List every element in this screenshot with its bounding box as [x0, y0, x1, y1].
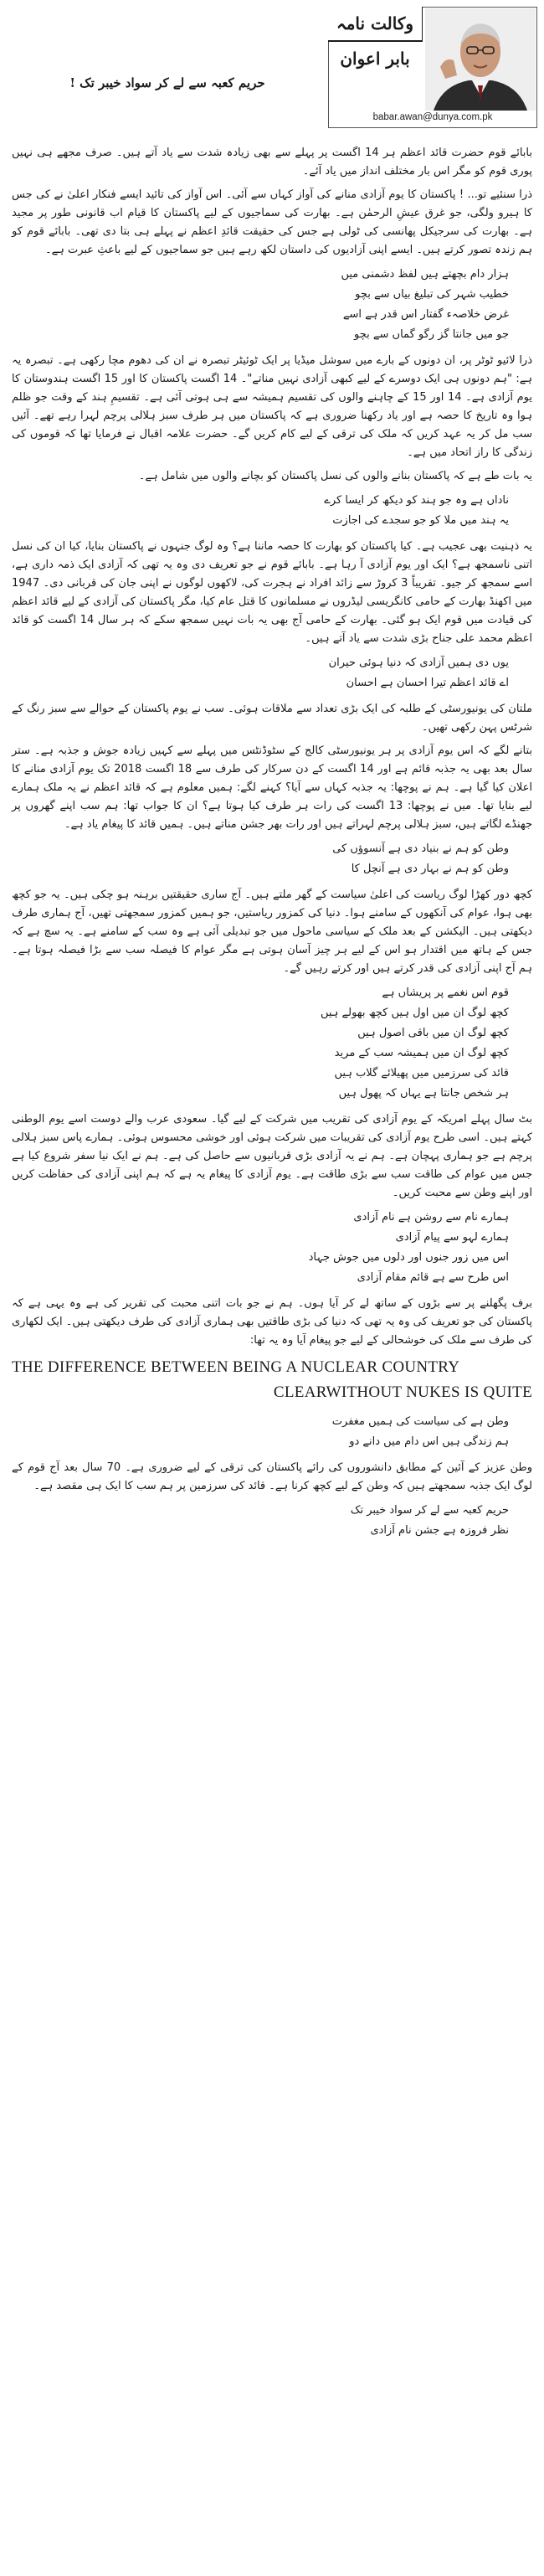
- paragraph: کچھ دور کھڑا لوگ ریاست کی اعلیٰ سیاست کے گھر ملتے ہیں۔ آج ساری حقیقتیں برہنہ ہو چکی ہیں۔ یہ جو کچھ بھی ہوا، عوام کی آنکھوں کے سامنے ہوا۔ دنیا کی کمزور ریاستیں، جو ہمیں کمزور سمجھتی تھیں، آج ہماری طرف دیکھتی ہیں۔ الیکشن کے بعد ملک کے سیاسی ماحول میں جو تبدیلی آئی ہے وہ سب کے سامنے ہے۔ یہ سچ ہے کہ جس کے ہاتھ میں اقتدار ہو اس کے لیے ہر چیز آسان ہوتی ہے مگر عوام کا فیصلہ سب سے بڑا فیصلہ ہوتا ہے۔ ہم آج اپنی آزادی کی قدر کرتے ہیں اور کرتے رہیں گے۔: [12, 889, 532, 975]
- verse-line: وطن ہے کی سیاست کی ہمیں مغفرت: [331, 1415, 509, 1428]
- verse-line: کچھ لوگ ان میں اول ہیں کچھ بھولے ہیں: [320, 1007, 509, 1019]
- verse-line: اس طرح سے ہے قائم مقام آزادی: [357, 1271, 509, 1284]
- verse-line: خطیب شہر کی تبلیغ بیاں سے بچو: [355, 288, 509, 301]
- author-email: babar.awan@dunya.com.pk: [372, 112, 493, 122]
- paragraph: یہ ذہنیت بھی عجیب ہے۔ کیا پاکستان کو بھارت کا حصہ ماننا ہے؟ وہ لوگ جنہوں نے پاکستان بنایا، کیا ان کی نسل اتنی ناسمجھ ہے؟ ایک اور یوم آزادی آ رہا ہے۔ بابائے قوم نے جو تعریف دی وہ یہ تھی کہ آزادی ایک ذمہ داری ہے، اسے سمجھ کر جیو۔ تقریباً 3 کروڑ سے زائد افراد نے ہجرت کی، لاکھوں لوگوں نے اپنی جان کی قربانی دی۔ 1947 میں اکھنڈ بھارت کے حامی کانگریسی لیڈروں نے مسلمانوں کا قتل عام کیا، مگر پاکستان کی آزادی کے لیے قائد اعظم کی قیادت میں قوم ایک ہو گئی۔ بھارت کے حامی آج بھی یہ بات نہیں سمجھ سکے کہ ہر سال 14 اگست کو قائد اعظم محمد علی جناح بڑی شدت سے یاد آتے ہیں۔: [12, 540, 532, 645]
- paragraph: یہ بات طے ہے کہ پاکستان بنانے والوں کی نسل پاکستان کو بچانے والوں میں شامل ہے۔: [138, 470, 532, 482]
- verse-line: کچھ لوگ ان میں ہمیشہ سب کے مرید: [334, 1047, 509, 1059]
- verse-block: [12, 1412, 532, 1452]
- verse-line: ناداں ہے وہ جو ہند کو دیکھ کر ایسا کرے: [324, 494, 509, 507]
- verse-line: یہ ہند میں ملا کو جو سجدے کی اجازت: [332, 514, 509, 527]
- verse-line: ہزار دام بچھتے ہیں لفظ دشمنی میں: [341, 268, 509, 281]
- article-body: [12, 144, 532, 1548]
- verse-block: [12, 491, 532, 531]
- headline: حریم کعبہ سے لے کر سواد خیبر تک !: [69, 75, 265, 90]
- english-line: CLEARWITHOUT NUKES IS QUITE: [273, 1383, 532, 1401]
- verse-line: قائد کی سرزمیں میں پھیلائے گلاب ہیں: [334, 1067, 509, 1079]
- english-line: THE DIFFERENCE BETWEEN BEING A NUCLEAR COUNTRY: [12, 1358, 460, 1376]
- verse-line: اس میں زور جنوں اور دلوں میں جوش جہاد: [308, 1251, 509, 1264]
- verse-block: [12, 983, 532, 1104]
- verse-line: جو میں جانتا گز رگو گماں سے بچو: [354, 328, 509, 341]
- verse-line: ہمارے لہو سے پیام آزادی: [395, 1231, 509, 1244]
- verse-block: [12, 839, 532, 879]
- verse-line: ہم زندگی ہیں اس دام میں دانے دو: [349, 1435, 509, 1448]
- verse-line: یوں دی ہمیں آزادی کہ دنیا ہوئی حیران: [328, 657, 509, 669]
- paragraph: برف پگھلنے پر سے بڑوں کے ساتھ لے کر آیا ہوں۔ ہم نے جو بات اتنی محبت کی تقریر کی ہے وہ یہی ہے کہ پاکستان کی جو تعریف کی وہ یہ تھی کہ دنیا کی بڑی طاقتیں بھی ہماری آزادی کی طرف دیکھتی ہیں۔ ایک لکھاری کی طرف سے ملک کی خوشحالی کے لیے جو پیغام آیا وہ یہ تھا:: [12, 1297, 532, 1347]
- author-name: بابر اعوان: [340, 49, 410, 69]
- paragraph: ملتان کی یونیورسٹی کے طلبہ کی ایک بڑی تعداد سے ملاقات ہوئی۔ سب نے یوم پاکستان کے حوالے سے سبز رنگ کے شرٹس پہن رکھی تھیں۔: [12, 703, 532, 734]
- verse-line: ہمارے نام سے روشن ہے نام آزادی: [353, 1211, 509, 1224]
- author-portrait-icon: [425, 8, 536, 111]
- masthead: [0, 0, 544, 151]
- verse-line: قوم اس نغمے پر پریشاں ہے: [382, 987, 509, 999]
- verse-block: [12, 653, 532, 693]
- verse-line: غرض خلاصہء گفتار اس قدر ہے اسے: [342, 308, 509, 321]
- paragraph: ذرا سنئیے تو... ! پاکستان کا یوم آزادی منانے کی آواز کہاں سے آئی۔ اس آواز کی تائید ایسے فنکار اعلیٰ نے کی جس کا ہیرو ولگی، جو غرق عیشِ الرحمٰن ہے۔ بھارت کی سماجیوں کے لیے پاکستان کا قیام اب قانونی طور پر مجید ہے۔ بھارت کی سرجیکل پھانسی کی ٹولی ہے جس کی حقیقت قائدِ اعظم نے پہلے ہی بتا دی تھی۔ بابائے قوم کو ہم زندہ تصور کرتے ہیں۔ ایسے اپنی آزادیوں کی داستان لکھ رہے ہیں جو سماجیوں کے لیے باعثِ عبرت ہے۔: [12, 188, 532, 256]
- verse-line: وطن کو ہم نے بنیاد دی ہے آنسوؤں کی: [332, 842, 509, 855]
- paragraph: ذرا لائیو ٹوٹر پر، ان دونوں کے بارے میں سوشل میڈیا پر ایک ٹوئیٹر تبصرہ نے ان کی دھوم مچا رکھی ہے۔ تبصرہ یہ ہے: "ہم دونوں ہی ایک دوسرے کے لیے کبھی آزادی نہیں مناتے"۔ 14 اگست پاکستان کا اور 15 اگست ہندوستان کا یوم آزادی ہے۔ 14 اور 15 کے چاہنے والوں کی تقسیم ہمیشہ سے ہی ہوتی آئی ہے۔ تقسیمِ ہند کے وقت جو ظلم ہوا وہ تاریخ کا حصہ ہے اور یاد رکھنا ضروری ہے کہ پاکستان میں ہر طرف سبز ہلالی پرچم لہرا رہے تھے۔ آئیں سب مل کر یہ عہد کریں کہ ملک کی ترقی کے لیے کام کریں گے۔ حضرت علامہ اقبال نے فرمایا تھا کہ قوموں کی زندگی کا راز اتحاد میں ہے۔: [12, 354, 533, 459]
- verse-block: [12, 1208, 532, 1288]
- verse-line: نظر فروزہ ہے جشن نام آزادی: [370, 1524, 509, 1537]
- english-quote: [12, 1355, 532, 1405]
- column-title: وکالت نامہ: [328, 7, 423, 42]
- verse-line: کچھ لوگ ان میں باقی اصول ہیں: [357, 1027, 509, 1039]
- paragraph: بابائے قوم حضرت قائد اعظم ہر 14 اگست پر پہلے سے بھی زیادہ شدت سے یاد آتے ہیں۔ صرف مجھے ہی نہیں پوری قوم کو مگر اس بار مختلف انداز میں یاد آئے۔: [12, 147, 532, 178]
- verse-line: ہر شخص جانتا ہے یہاں کہ پھول ہیں: [338, 1087, 509, 1100]
- verse-block: [12, 1501, 532, 1541]
- verse-line: وطن کو ہم نے بہار دی ہے آنچل کا: [351, 863, 509, 875]
- paragraph: بتانے لگے کہ اس یوم آزادی پر ہر یونیورسٹی کالج کے سٹوڈنٹس میں پہلے سے کہیں زیادہ جوش و جذبہ ہے۔ ستر سال بعد بھی یہ جذبہ قائم ہے اور 14 اگست کے دن سرکار کی طرف سے 18 اگست 2018 تک یوم آزادی منانے کا اعلان کیا گیا ہے۔ ہم نے پوچھا: یہ جذبہ کہاں سے آیا؟ کہنے لگے: ہمیں معلوم ہے کہ قائد اعظم نے یہ ملک ہمارے لیے بنایا تھا۔ میں نے پوچھا: 13 اگست کی رات ہر طرف کیا ہوتا ہے؟ ان کا جواب تھا: ہم سب اپنے گھروں پر جھنڈے لگاتے ہیں، سبز ہلالی پرچم لہراتے ہیں اور رات بھر جشن مناتے ہیں۔ ہمیں قائد کا پیغام یاد ہے۔: [12, 744, 532, 831]
- paragraph: وطن عزیز کے آئین کے مطابق دانشوروں کی رائے پاکستان کی ترقی کے لیے ضروری ہے۔ 70 سال بعد آج قوم کے لوگ ایک جذبہ سمجھتے ہیں کہ وطن کے لیے کچھ کرنا ہے۔ قائد کی سرزمین پر ہم سب کا ایک ہی مقصد ہے۔: [12, 1461, 532, 1492]
- author-photo: [425, 8, 536, 111]
- verse-line: حریم کعبہ سے لے کر سواد خیبر تک: [350, 1504, 509, 1517]
- paragraph: بٹ سال پہلے امریکہ کے یوم آزادی کی تقریب میں شرکت کے لیے گیا۔ سعودی عرب والے دوست اسے یوم الوطنی کہتے ہیں۔ اسی طرح یوم آزادی کی تقریبات میں شرکت ہوئی اور خوشی محسوس ہوئی۔ ہمارے پاس سبز ہلالی پرچم ہے جو ہماری پہچان ہے۔ ہم نے یہ آزادی بڑی قربانیوں سے حاصل کی ہے۔ ہم نے ایک نیا سفر شروع کیا ہے جس میں عوام کی طاقت سب سے بڑی طاقت ہے۔ یوم آزادی کا پیغام یہ ہے کہ ہم اپنی آزادی کی حفاظت کریں اور اپنے وطن سے محبت کریں۔: [12, 1113, 532, 1199]
- verse-block: [12, 265, 532, 345]
- verse-line: اے قائد اعظم تیرا احسان ہے احسان: [346, 677, 509, 689]
